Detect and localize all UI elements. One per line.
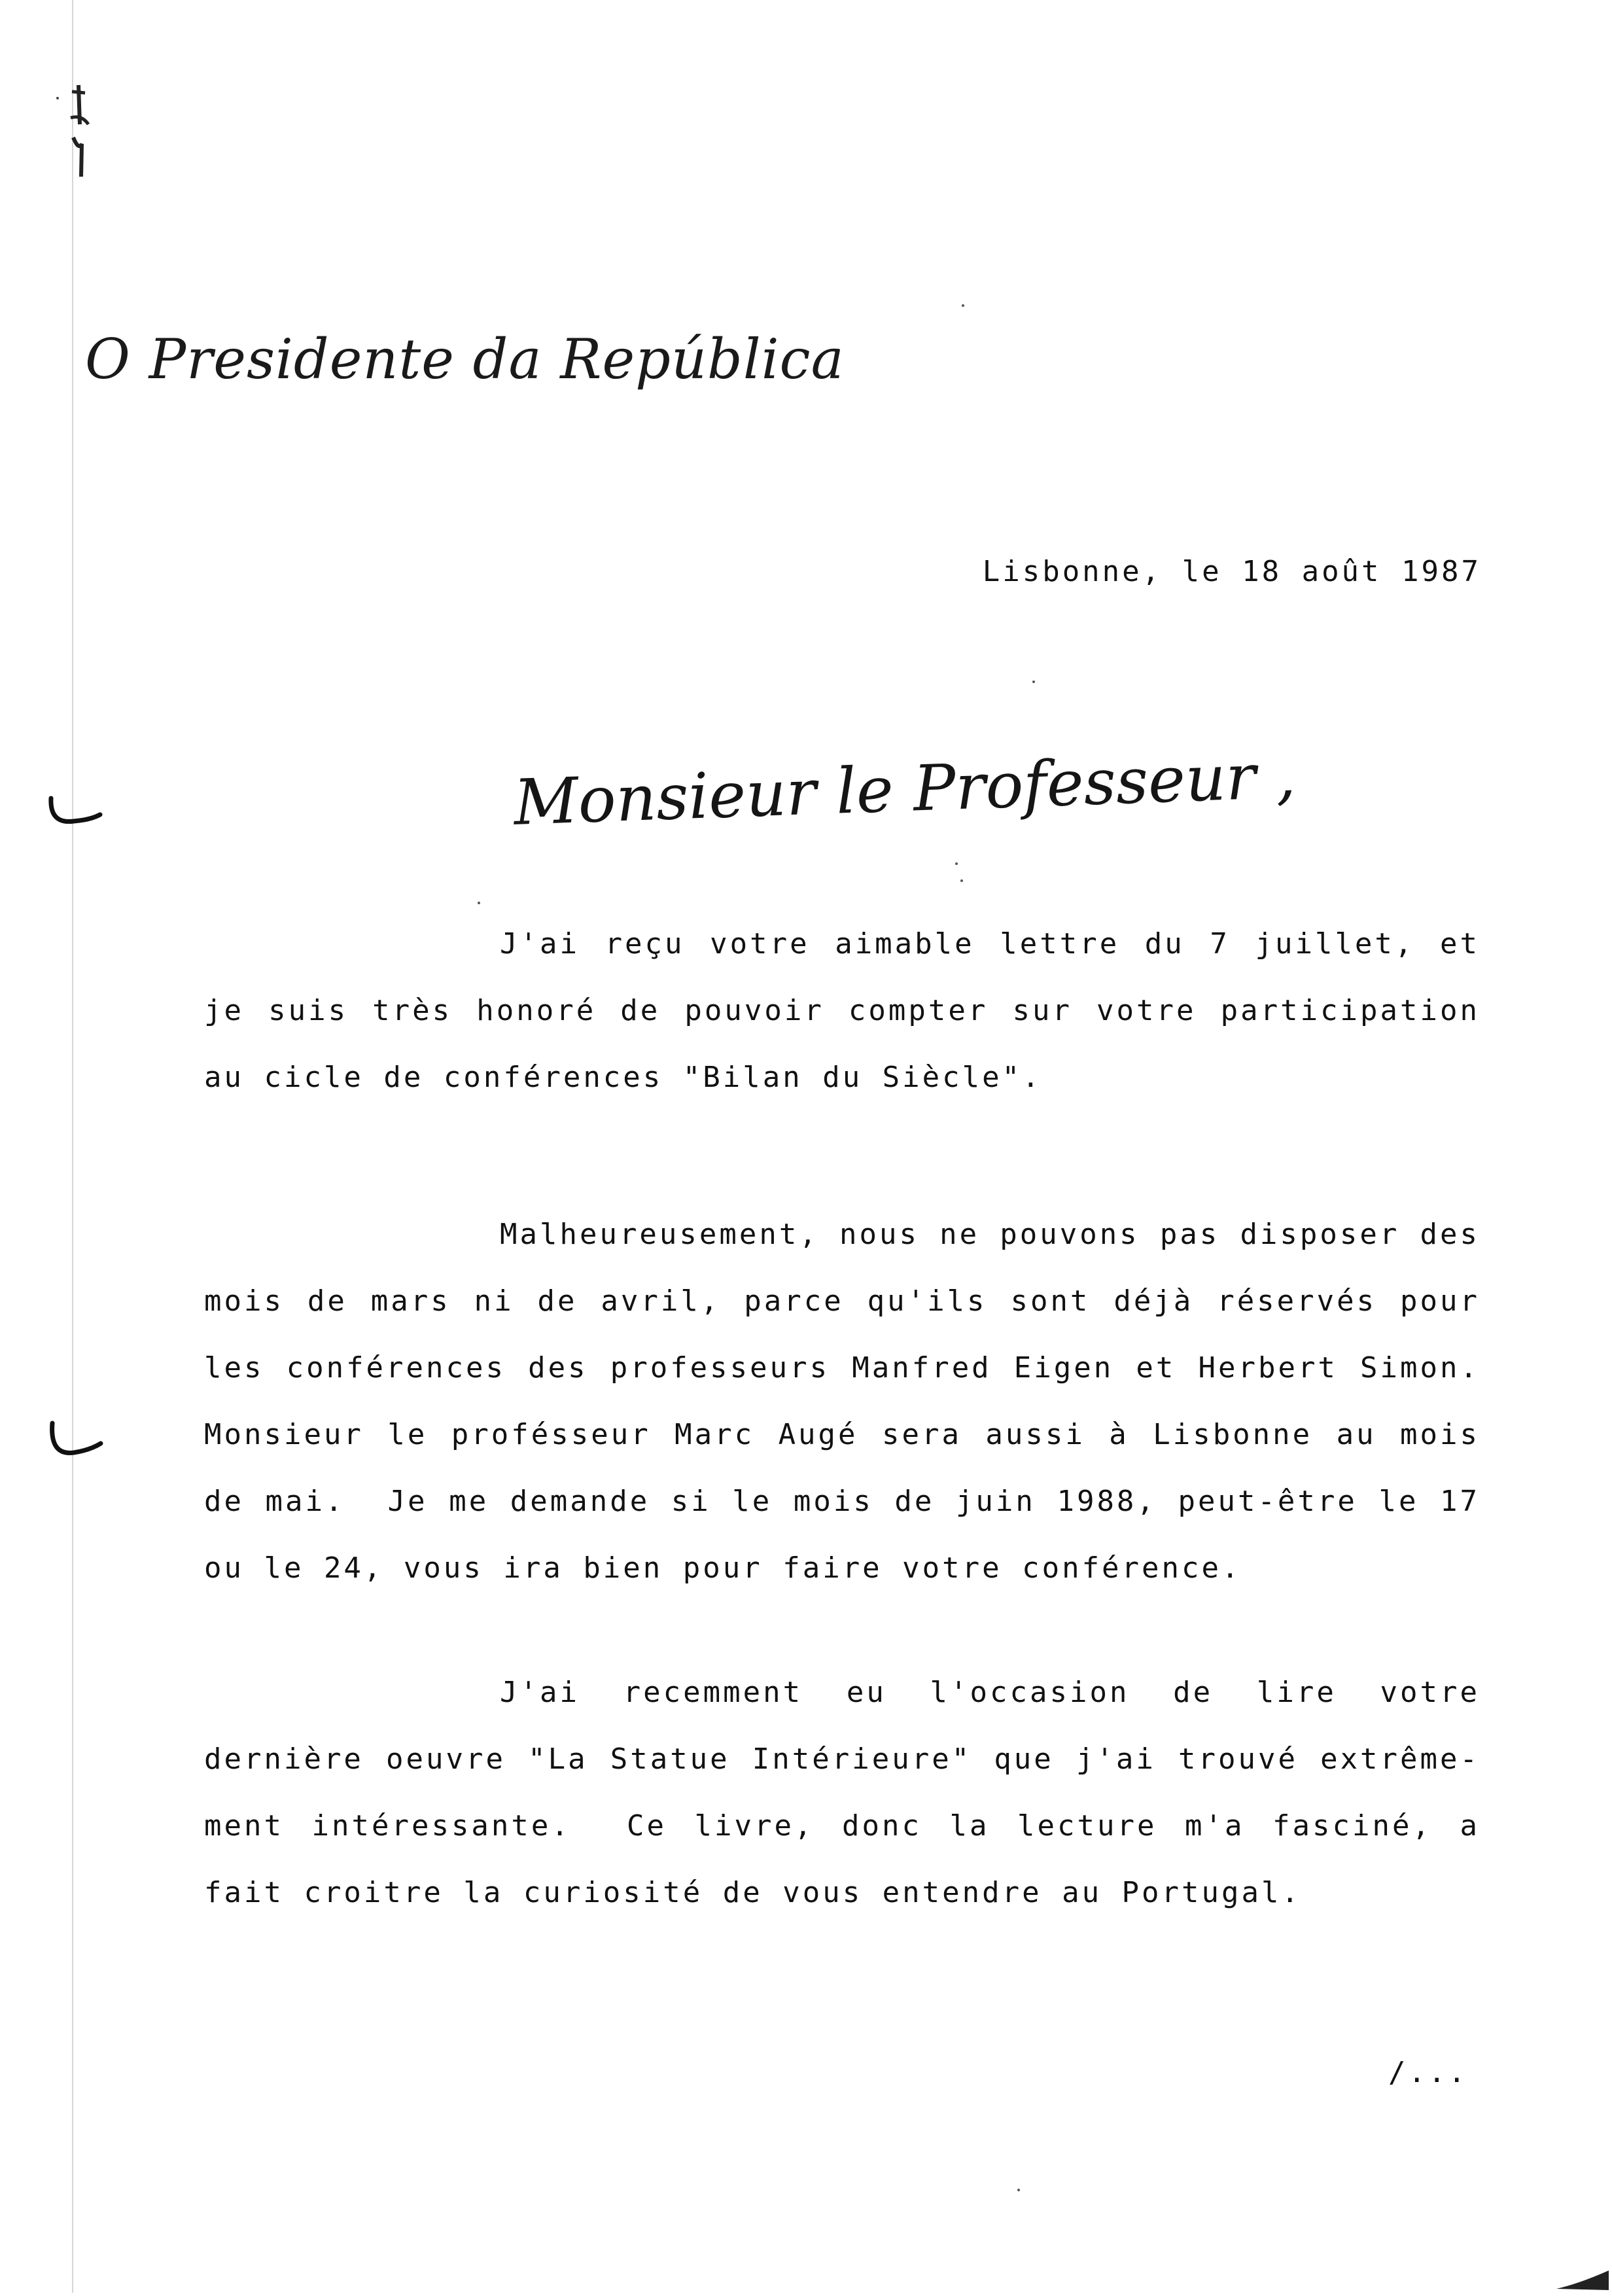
paragraph-3 <box>204 1659 1480 1926</box>
text-line: Monsieur le profésseur Marc Augé sera aussi à Lisbonne au mois <box>204 1418 1480 1451</box>
text-line: fait croitre la curiosité de vous entendre au Portugal. <box>204 1876 1301 1909</box>
text-line: J'ai reçu votre aimable lettre du 7 juillet, et <box>500 927 1480 961</box>
text-line: je suis très honoré de pouvoir compter sur votre participation <box>204 994 1480 1027</box>
paragraph-2 <box>204 1201 1480 1602</box>
continuation-mark: /... <box>1388 2056 1468 2089</box>
text-line: de mai. Je me demande si le mois de juin 1988, peut-être le 17 <box>204 1485 1480 1518</box>
margin-line <box>72 0 73 2293</box>
text-line: J'ai recemment eu l'occasion de lire votre <box>500 1676 1480 1709</box>
paper-speck <box>960 879 963 882</box>
text-line: au cicle de conférences "Bilan du Siècle". <box>204 1061 1042 1094</box>
dateline: Lisbonne, le 18 août 1987 <box>982 555 1481 588</box>
paragraph-1 <box>204 911 1480 1111</box>
paper-speck <box>955 862 958 865</box>
text-line: ment intéressante. Ce livre, donc la lecture m'a fasciné, a <box>204 1809 1480 1843</box>
text-line: mois de mars ni de avril, parce qu'ils sont déjà réservés pour <box>204 1284 1480 1318</box>
letterhead: O Presidente da República <box>85 327 845 391</box>
corner-ink-mark-icon <box>1553 2264 1612 2296</box>
handwritten-salutation: Monsieur le Professeur , <box>512 739 1297 839</box>
text-line: les conférences des professeurs Manfred Eigen et Herbert Simon. <box>204 1351 1480 1385</box>
handwritten-mark-icon <box>52 79 105 193</box>
paper-speck <box>478 902 480 904</box>
text-line: dernière oeuvre "La Statue Intérieure" que j'ai trouvé extrême- <box>204 1742 1480 1776</box>
paper-speck <box>962 304 964 307</box>
punch-hole-mark-icon <box>44 795 103 838</box>
text-line: ou le 24, vous ira bien pour faire votre conférence. <box>204 1551 1242 1585</box>
paper-speck <box>1032 680 1035 683</box>
punch-hole-mark-icon <box>44 1420 103 1469</box>
text-line: Malheureusement, nous ne pouvons pas disposer des <box>500 1218 1480 1251</box>
paper-speck <box>1017 2189 1020 2191</box>
